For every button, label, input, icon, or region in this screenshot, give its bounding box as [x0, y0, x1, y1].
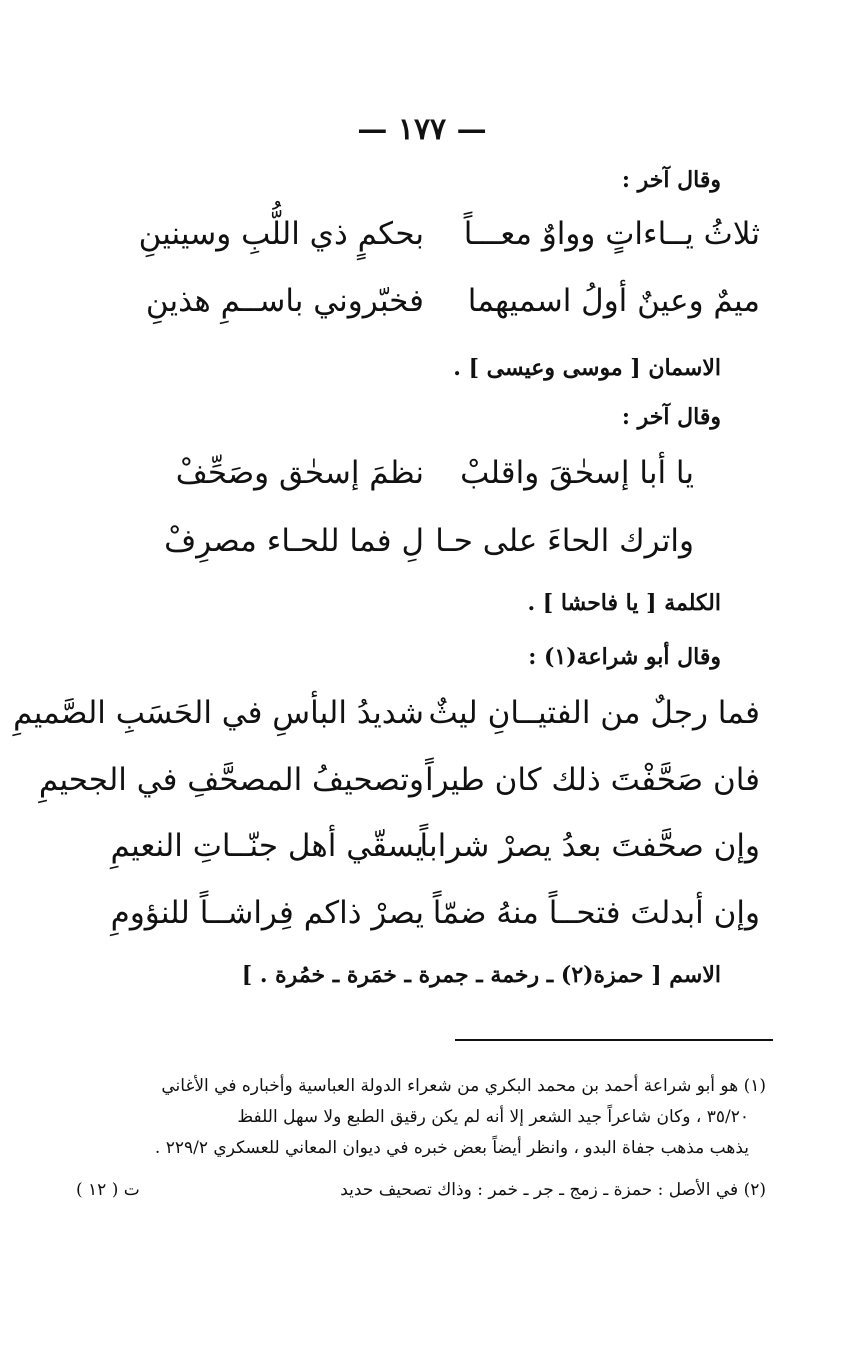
answer-name-list: الاسم [ حمزة(٢) ـ رخمة ـ جمرة ـ خمَرة ـ خمُرة . ]: [241, 962, 721, 988]
heading-another-said-2: وقال آخر :: [621, 404, 721, 430]
page-number: — ١٧٧ —: [357, 112, 487, 147]
verse-8-first-hemistich: وإن أبدلتَ فتحــاً منهُ ضمّاً: [432, 895, 760, 931]
verse-1-second-hemistich: بحكمٍ ذي اللُّبِ وسينينِ: [138, 216, 424, 252]
footnote-1-line-3: يذهب مذهب جفاة البدو ، وانظر أيضاً بعض خبره في ديوان المعاني للعسكري ٢٢٩/٢ .: [154, 1138, 749, 1158]
verse-7-first-hemistich: وإن صحَّفتَ بعدُ يصرْ شراباً: [419, 828, 760, 864]
footnote-1-line-1: (١) هو أبو شراعة أحمد بن محمد البكري من شعراء الدولة العباسية وأخباره في الأغاني: [161, 1076, 766, 1096]
verse-2-first-hemistich: ميمٌ وعينٌ أولُ اسميهما: [467, 283, 760, 319]
verse-8-second-hemistich: يصرْ ذاكم فِراشــاً للنؤومِ: [110, 895, 424, 931]
footnote-1-line-2: ٣٥/٢٠ ، وكان شاعراً جيد الشعر إلا أنه لم يكن رقيق الطبع ولا سهل اللفظ: [237, 1107, 749, 1127]
footnote-separator: [455, 1039, 773, 1041]
verse-3-first-hemistich: يا أبا إسحٰقَ واقلبْ: [460, 455, 694, 491]
verse-7-second-hemistich: يسقّي أهل جنّــاتِ النعيمِ: [110, 828, 424, 864]
answer-word: الكلمة [ يا فاحشا ] .: [527, 590, 721, 616]
heading-abu-shiraa: وقال أبو شراعة(١) :: [528, 644, 721, 670]
verse-6-first-hemistich: فان صَحَّفْتَ ذلك كان طيراً: [425, 762, 760, 798]
footnote-2: [76, 1180, 766, 1206]
verse-5-first-hemistich: فما رجلٌ من الفتيــانِ ليثٌ: [428, 695, 760, 731]
verse-1-first-hemistich: ثلاثُ يــاءاتٍ وواوٌ معـــاً: [463, 216, 760, 252]
verse-6-second-hemistich: وتصحيفُ المصحَّفِ في الجحيمِ: [38, 762, 424, 798]
verse-3-second-hemistich: نظمَ إسحٰق وصَحِّفْ: [175, 455, 424, 491]
heading-another-said-1: وقال آخر :: [621, 167, 721, 193]
verse-2-second-hemistich: فخبّروني باســمِ هذينِ: [145, 283, 424, 319]
footnote-2-signature: ت ( ١٢ ): [76, 1180, 140, 1200]
verse-4-first-hemistich: واترك الحاءَ على حـا: [435, 523, 694, 559]
answer-names: الاسمان [ موسى وعيسى ] .: [453, 355, 721, 381]
verse-4-second-hemistich: لِ فما للحـاء مصرِفْ: [164, 523, 424, 559]
footnote-2-text: (٢) في الأصل : حمزة ـ زمج ـ جر ـ خمر : وذاك تصحيف حديد: [340, 1180, 766, 1200]
verse-5-second-hemistich: شديدُ البأسِ في الحَسَبِ الصَّميمِ: [13, 695, 424, 731]
